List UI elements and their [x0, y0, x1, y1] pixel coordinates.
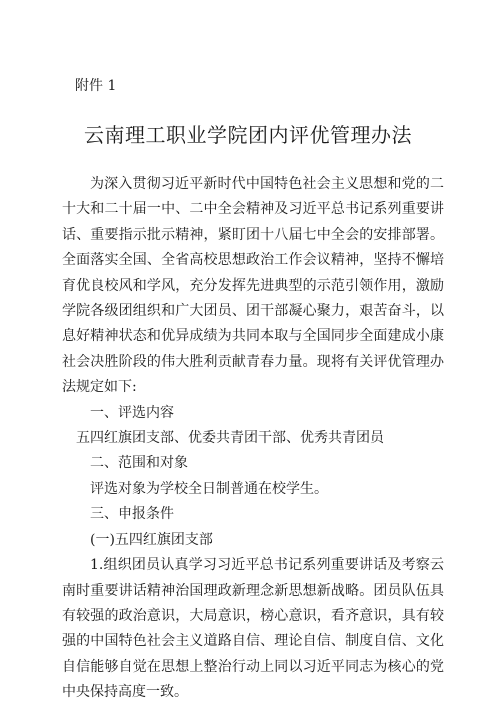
document-title: 云南理工职业学院团内评优管理办法	[84, 123, 412, 147]
section-1-body: 五四红旗团支部、优委共青团干部、优秀共青团员	[76, 430, 384, 447]
section-1-heading: 一、评选内容	[90, 404, 174, 421]
section-2-heading: 二、范围和对象	[90, 455, 188, 472]
section-3-item-1: 1.组织团员认真学习习近平总书记系列重要讲话及考察云南时重要讲话精神治国理政新理念新思想新战略。团员队伍具有较强的政治意识，大局意识，榜心意识，看齐意识，具有较强的中国特色社会主义道路自信、理论自信、制度自信、文化自信能够自觉在思想上整治行动上同以习近平同志为核心的党中央保持高度一致。	[62, 557, 444, 701]
document-body	[62, 172, 444, 706]
section-3-subheading: (一)五四红旗团支部	[90, 531, 213, 548]
intro-paragraph: 为深入贯彻习近平新时代中国特色社会主义思想和党的二十大和二十届一中、二中全会精神及习近平总书记系列重要讲话、重要指示批示精神，紧盯团十八届七中全会的安排部署。全面落实全国、全省高校思想政治工作会议精神，坚持不懈培育优良校风和学风，充分发挥先进典型的示范引领作用，激励学院各级团组织和广大团员、团干部凝心聚力，艰苦奋斗，以息好精神状态和优异成绩为共同本取与全国同步全面建成小康社会决胜阶段的伟大胜利贡献青春力量。现将有关评优管理办法规定如下:	[62, 176, 444, 396]
section-3-heading: 三、申报条件	[90, 506, 174, 523]
section-2-body: 评选对象为学校全日制普通在校学生。	[90, 480, 328, 497]
attachment-label: 附件 1	[75, 78, 117, 94]
